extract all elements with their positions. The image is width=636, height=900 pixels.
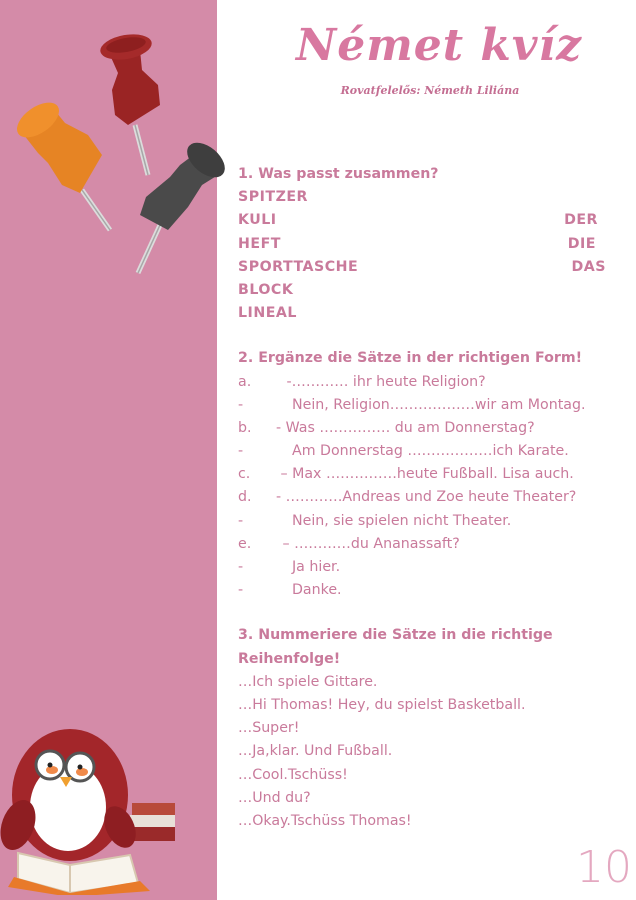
q2-text: – Max ……………heute Fußball. Lisa auch. — [276, 466, 574, 483]
q3-line: …Ich spiele Gittare. — [238, 673, 378, 690]
q2-text: Nein, sie spielen nicht Theater. — [292, 512, 512, 529]
q1-article: DAS — [571, 258, 606, 275]
q1-article: DER — [564, 212, 598, 229]
q2-marker: - — [238, 396, 244, 413]
q2-marker: - — [238, 559, 244, 575]
q2-text: - …………Andreas und Zoe heute Theater? — [276, 489, 577, 506]
q1-word-row — [238, 209, 610, 232]
q2-line — [238, 510, 610, 533]
q1-word-row — [238, 186, 610, 209]
q2-line — [238, 579, 610, 602]
q3-line: …Ja,klar. Und Fußball. — [238, 743, 393, 760]
q1-article: DIE — [567, 235, 596, 252]
q3-line: …Cool.Tschüss! — [238, 766, 348, 783]
q1-word: KULI — [238, 212, 277, 229]
question-3-heading-cont: Reihenfolge! — [238, 650, 341, 667]
q2-line — [238, 533, 610, 556]
q2-text: -………… ihr heute Religion? — [282, 373, 486, 390]
grey-pushpin-icon — [138, 136, 230, 273]
page-subtitle: Rovatfelelős: Németh Liliána — [340, 84, 520, 97]
q2-text: Nein, Religion………………wir am Montag. — [292, 396, 586, 413]
question-2-heading: 2. Ergänze die Sätze in der richtigen Form! — [238, 350, 583, 367]
q2-line — [238, 556, 610, 579]
q2-line — [238, 463, 610, 486]
q1-word-row — [238, 256, 610, 279]
red-pushpin-icon — [98, 31, 160, 175]
q1-word: HEFT — [238, 235, 281, 252]
orange-pushpin-icon — [11, 96, 110, 230]
q2-marker: a. — [238, 373, 252, 390]
q3-line: …Und du? — [238, 789, 311, 806]
q2-text: Ja hier. — [292, 559, 341, 575]
q1-word-row — [238, 279, 610, 302]
q3-line: …Okay.Tschüss Thomas! — [238, 812, 412, 829]
q1-word: LINEAL — [238, 305, 297, 322]
q1-word: SPITZER — [238, 189, 308, 206]
q2-marker: c. — [238, 466, 251, 483]
q2-marker: - — [238, 443, 244, 460]
q2-marker: - — [238, 512, 244, 529]
penguin-reading-illustration — [0, 715, 175, 895]
question-1-heading: 1. Was passt zusammen? — [238, 166, 439, 182]
page-number: 10 — [576, 842, 632, 893]
pushpins-illustration — [10, 25, 230, 285]
q2-line — [238, 371, 610, 394]
q2-line — [238, 486, 610, 509]
page-title: Német kvíz — [296, 20, 583, 71]
q2-line — [238, 417, 610, 440]
q2-line — [238, 394, 610, 417]
q2-text: – …………du Ananassaft? — [278, 535, 460, 552]
q1-word: SPORTTASCHE — [238, 258, 359, 275]
q2-text: Am Donnerstag ………………ich Karate. — [292, 443, 569, 460]
q2-marker: d. — [238, 489, 252, 506]
q1-word-row — [238, 302, 610, 325]
question-3-heading: 3. Nummeriere die Sätze in die richtige — [238, 627, 553, 644]
q2-marker: b. — [238, 419, 252, 436]
q2-text: Danke. — [292, 582, 342, 599]
q3-line: …Hi Thomas! Hey, du spielst Basketball. — [238, 696, 526, 713]
q2-text: - Was …………… du am Donnerstag? — [276, 419, 535, 436]
q1-word: BLOCK — [238, 281, 294, 298]
q2-marker: e. — [238, 535, 252, 552]
q2-marker: - — [238, 582, 244, 599]
q2-line — [238, 440, 610, 463]
q1-word-row — [238, 233, 610, 256]
quiz-content — [238, 163, 610, 833]
q3-line: …Super! — [238, 720, 300, 737]
